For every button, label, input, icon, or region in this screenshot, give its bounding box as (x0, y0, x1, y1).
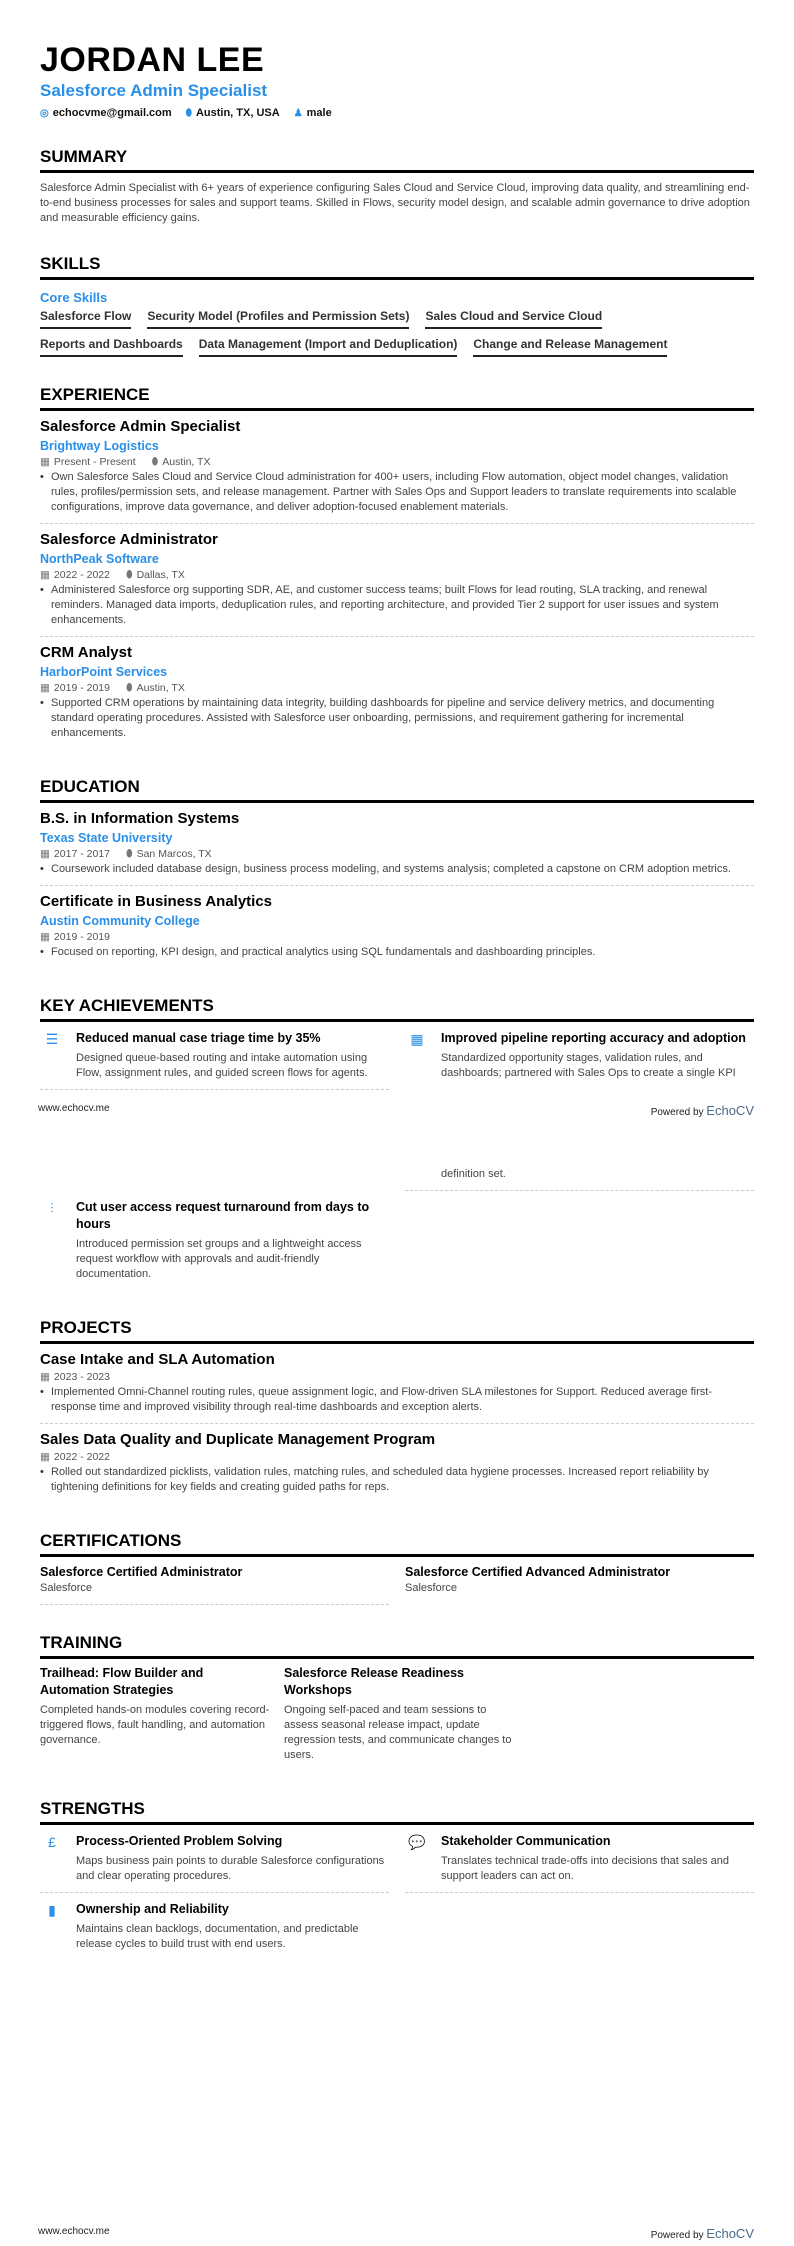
contact-row (40, 107, 754, 119)
store-icon: ▦ (410, 1031, 424, 1047)
pound-coin-icon: £ (48, 1834, 56, 1850)
powered-by-label: Powered by (650, 2230, 704, 2241)
achievement-desc-continued: definition set. (441, 1168, 506, 1180)
experience-entry (40, 524, 754, 637)
training-item (284, 1665, 514, 1763)
job-title: Salesforce Administrator (40, 531, 218, 548)
calendar-icon: ▦ (40, 569, 50, 581)
candidate-name: JORDAN LEE (40, 41, 265, 79)
dates: 2019 - 2019 (53, 682, 110, 694)
location-pin-icon: ⬮ (125, 682, 133, 694)
training-title: Salesforce Release Readiness Workshops (284, 1666, 464, 1697)
skill-tag: Data Management (Import and Deduplication) (199, 337, 458, 357)
section-heading: STRENGTHS (40, 1799, 754, 1825)
experience-entry (40, 411, 754, 524)
education-entry (40, 803, 754, 886)
dates: Present - Present (53, 456, 136, 468)
section-heading: SKILLS (40, 254, 754, 280)
strength-item (40, 1825, 389, 1893)
email[interactable]: echocvme@gmail.com (52, 107, 172, 119)
cert-issuer: Salesforce (405, 1582, 457, 1594)
training-section (40, 1633, 754, 1763)
bullet: • Supported CRM operations by maintaining data integrity, building dashboards for pipeline and service delivery metrics, and documenting standard operating procedures. Assisted with Salesforce user onboarding, permissions, and requirement gathering for incremental enhancements. (40, 696, 754, 741)
location-pin-icon: ⬮ (125, 569, 133, 581)
skill-tag: Security Model (Profiles and Permission Sets) (147, 309, 409, 329)
section-heading: SUMMARY (40, 147, 754, 173)
powered-by-label: Powered by (650, 1107, 704, 1118)
project-entry (40, 1344, 754, 1424)
chat-bubble-icon: 💬 (408, 1834, 426, 1850)
bullet: • Own Salesforce Sales Cloud and Service Cloud administration for 400+ users, including Flow automation, object model changes, validation rules, profiles/permission sets, and release management. Partner with Sales Ops and Support leaders to translate requirements into scalable configurations, improve data governance, and deliver adoption-focused enablement materials. (40, 470, 754, 515)
strength-desc: Maintains clean backlogs, documentation, and predictable release cycles to build trust with end users. (76, 1923, 359, 1950)
bullet: • Focused on reporting, KPI design, and practical analytics using SQL fundamentals and dashboarding principles. (40, 945, 754, 960)
location-pin-icon: ⬮ (185, 108, 192, 119)
strengths-section (40, 1799, 754, 1960)
job-title: CRM Analyst (40, 644, 132, 661)
dates: 2017 - 2017 (53, 848, 110, 860)
location-pin-icon: ⬮ (151, 456, 159, 468)
skills-section (40, 254, 754, 357)
location: San Marcos, TX (136, 848, 212, 860)
strength-desc: Maps business pain points to durable Salesforce configurations and clear operating procedures. (76, 1855, 385, 1882)
location: Austin, TX (162, 456, 211, 468)
school: Texas State University (40, 831, 173, 845)
page-footer (38, 2226, 754, 2241)
dates: 2019 - 2019 (53, 931, 110, 943)
dates: 2022 - 2022 (53, 1451, 110, 1463)
footer-site-link[interactable]: www.echocv.me (38, 2226, 110, 2237)
bullet: • Implemented Omni-Channel routing rules, queue assignment logic, and Flow-driven SLA milestones for Support. Reduced average first-response time and improved visibility through real-time dashboards and exception alerts. (40, 1385, 754, 1415)
calendar-icon: ▦ (40, 456, 50, 468)
company: HarborPoint Services (40, 665, 168, 679)
project-title: Sales Data Quality and Duplicate Management Program (40, 1431, 436, 1448)
cert-title: Salesforce Certified Advanced Administrator (405, 1565, 671, 1579)
calendar-icon: ▦ (40, 848, 50, 860)
location: Austin, TX (136, 682, 185, 694)
candidate-title: Salesforce Admin Specialist (40, 81, 268, 100)
strength-desc: Translates technical trade-offs into decisions that sales and support leaders can act on. (441, 1855, 729, 1882)
job-title: Salesforce Admin Specialist (40, 418, 241, 435)
certification-item (40, 1557, 389, 1605)
skill-group-label: Core Skills (40, 290, 108, 305)
skill-tag: Change and Release Management (473, 337, 667, 357)
achievement-title: Reduced manual case triage time by 35% (76, 1031, 321, 1045)
skill-tag: Reports and Dashboards (40, 337, 183, 357)
achievement-desc: Standardized opportunity stages, validation rules, and dashboards; partnered with Sales Ops to create a single KPI (441, 1052, 736, 1079)
training-desc: Completed hands-on modules covering record-triggered flows, fault handling, and automation governance. (40, 1704, 270, 1746)
resume (40, 0, 754, 1960)
gender: male (306, 107, 332, 119)
project-title: Case Intake and SLA Automation (40, 1351, 275, 1368)
brand-logo[interactable]: EchoCV (706, 1103, 754, 1118)
achievements-section (40, 996, 754, 1290)
school: Austin Community College (40, 914, 200, 928)
experience-section (40, 385, 754, 749)
achievement-title: Improved pipeline reporting accuracy and adoption (441, 1031, 746, 1045)
company: Brightway Logistics (40, 439, 159, 453)
strength-item (405, 1825, 754, 1893)
bar-chart-icon: ▮ (48, 1902, 56, 1918)
skill-tag: Salesforce Flow (40, 309, 131, 329)
company: NorthPeak Software (40, 552, 159, 566)
strength-title: Process-Oriented Problem Solving (76, 1834, 283, 1848)
cert-title: Salesforce Certified Administrator (40, 1565, 243, 1579)
calendar-icon: ▦ (40, 1371, 50, 1383)
location: Dallas, TX (136, 569, 185, 581)
training-desc: Ongoing self-paced and team sessions to assess seasonal release impact, update regression tests, and communicate changes to users. (284, 1704, 512, 1761)
section-heading: CERTIFICATIONS (40, 1531, 754, 1557)
footer-site-link[interactable]: www.echocv.me (38, 1103, 110, 1114)
bullet: • Coursework included database design, business process modeling, and systems analysis; completed a capstone on CRM adoption metrics. (40, 862, 754, 877)
location: Austin, TX, USA (195, 107, 280, 119)
education-entry (40, 886, 754, 968)
experience-entry (40, 637, 754, 749)
calendar-icon: ▦ (40, 1451, 50, 1463)
summary-text: Salesforce Admin Specialist with 6+ years of experience configuring Sales Cloud and Service Cloud, improving data quality, and streamlining end-to-end business processes for sales and support teams. Skilled in Flows, security model design, and scalable admin governance to drive adoption and measurable efficiency gains. (40, 182, 750, 224)
email-icon: ◎ (40, 108, 49, 119)
section-heading: PROJECTS (40, 1318, 754, 1344)
training-title: Trailhead: Flow Builder and Automation Strategies (40, 1666, 204, 1697)
strength-title: Stakeholder Communication (441, 1834, 611, 1848)
dates: 2022 - 2022 (53, 569, 110, 581)
achievement-item (40, 1191, 389, 1290)
dates: 2023 - 2023 (53, 1371, 110, 1383)
brand-logo[interactable]: EchoCV (706, 2226, 754, 2241)
bullet: • Rolled out standardized picklists, validation rules, matching rules, and scheduled data hygiene processes. Increased report reliability by tightening definitions for key fields and creating guided paths for reps. (40, 1465, 754, 1495)
degree: B.S. in Information Systems (40, 810, 240, 827)
section-heading: EDUCATION (40, 777, 754, 803)
section-heading: EXPERIENCE (40, 385, 754, 411)
list-icon: ☰ (45, 1031, 59, 1047)
calendar-icon: ▦ (40, 931, 50, 943)
cert-issuer: Salesforce (40, 1582, 92, 1594)
training-item (40, 1665, 270, 1763)
calendar-icon: ▦ (40, 682, 50, 694)
bullet: • Administered Salesforce org supporting SDR, AE, and customer success teams; built Flows for lead routing, SLA tracking, and renewal reminders. Managed data imports, deduplication rules, and reporting architecture, and provided Tier 2 support for user issues and system enhancements. (40, 583, 754, 628)
certifications-section (40, 1531, 754, 1605)
achievement-item (40, 1022, 389, 1090)
location-pin-icon: ⬮ (125, 848, 133, 860)
achievement-title: Cut user access request turnaround from days to hours (76, 1200, 370, 1231)
strength-item (40, 1893, 389, 1960)
skill-tag: Sales Cloud and Service Cloud (425, 309, 602, 329)
person-icon: ♟ (293, 108, 303, 119)
summary-section (40, 147, 754, 226)
projects-section (40, 1318, 754, 1503)
degree: Certificate in Business Analytics (40, 893, 273, 910)
achievement-desc: Introduced permission set groups and a lightweight access request workflow with approvals and audit-friendly documentation. (76, 1238, 362, 1280)
sliders-icon: ⫶ (50, 1200, 54, 1216)
page-footer (38, 1103, 754, 1118)
education-section (40, 777, 754, 968)
section-heading: TRAINING (40, 1633, 754, 1659)
project-entry (40, 1424, 754, 1503)
certification-item (405, 1557, 754, 1605)
achievement-desc: Designed queue-based routing and intake automation using Flow, assignment rules, and guided screen flows for agents. (76, 1052, 368, 1079)
section-heading: KEY ACHIEVEMENTS (40, 996, 754, 1022)
strength-title: Ownership and Reliability (76, 1902, 229, 1916)
